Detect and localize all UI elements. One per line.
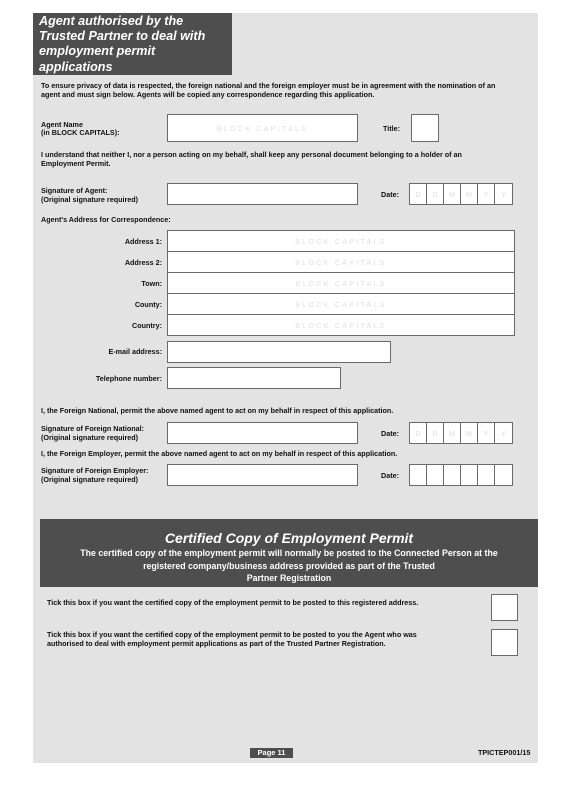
certified-copy-text: The certified copy of the employment permit will normally be posted to the Connected Person at the bbox=[80, 548, 498, 558]
phone-label: Telephone number: bbox=[95, 374, 162, 383]
agent-address-checkbox[interactable] bbox=[491, 629, 518, 656]
country-field[interactable] bbox=[167, 314, 515, 336]
foreign-national-date-field[interactable] bbox=[409, 422, 513, 444]
email-field[interactable] bbox=[167, 341, 391, 363]
date-cell: M bbox=[444, 184, 461, 204]
foreign-national-signature-sublabel: (Original signature required) bbox=[41, 433, 139, 442]
agent-name-placeholder: BLOCK CAPITALS bbox=[216, 123, 309, 133]
town-field[interactable] bbox=[167, 272, 515, 294]
intro-line: agent and must sign below. Agents will be copied any correspondence regarding this application. bbox=[41, 90, 375, 99]
date-cell: Y bbox=[501, 428, 506, 438]
form-reference: TPICTEP001/15 bbox=[478, 748, 531, 757]
address2-placeholder: BLOCK CAPITALS bbox=[295, 257, 387, 267]
address1-label: Address 1: bbox=[124, 237, 162, 246]
date-cell: M bbox=[444, 423, 461, 443]
foreign-national-date-label: Date: bbox=[381, 429, 399, 438]
foreign-employer-date-field[interactable] bbox=[409, 464, 513, 486]
undertaking-line: I understand that neither I, nor a person acting on my behalf, shall keep any personal document belonging to a holder of an bbox=[41, 150, 462, 159]
date-cell bbox=[444, 465, 461, 485]
agent-name-label: Agent Name bbox=[41, 120, 83, 129]
section-header-line: applications bbox=[39, 59, 113, 74]
county-placeholder: BLOCK CAPITALS bbox=[295, 299, 387, 309]
date-cell bbox=[495, 465, 512, 485]
county-field[interactable] bbox=[167, 293, 515, 315]
date-cell: D bbox=[410, 184, 427, 204]
county-label: County: bbox=[134, 300, 162, 309]
foreign-employer-signature-sublabel: (Original signature required) bbox=[41, 475, 139, 484]
date-cell: D bbox=[427, 423, 444, 443]
foreign-employer-permission: I, the Foreign Employer, permit the above named agent to act on my behalf in respect of this application. bbox=[41, 449, 398, 458]
town-label: Town: bbox=[141, 279, 162, 288]
agent-signature-label: Signature of Agent: bbox=[41, 186, 108, 195]
country-label: Country: bbox=[132, 321, 162, 330]
agent-name-field[interactable] bbox=[167, 114, 358, 142]
foreign-national-signature-field[interactable] bbox=[167, 422, 358, 444]
option-agent-text: Tick this box if you want the certified copy of the employment permit to be posted to you the Agent who was bbox=[47, 630, 417, 639]
title-field[interactable] bbox=[411, 114, 439, 142]
date-cell: Y bbox=[501, 189, 506, 199]
agent-name-sublabel: (in BLOCK CAPITALS): bbox=[41, 128, 120, 137]
address2-field[interactable] bbox=[167, 251, 515, 273]
foreign-employer-date-label: Date: bbox=[381, 471, 399, 480]
agent-date-label: Date: bbox=[381, 190, 399, 199]
certified-copy-title: Certified Copy of Employment Permit bbox=[164, 530, 414, 546]
undertaking-line: Employment Permit. bbox=[41, 159, 111, 168]
intro-line: To ensure privacy of data is respected, the foreign national and the foreign employer must be in agreement with the nomination of an bbox=[41, 81, 496, 90]
town-placeholder: BLOCK CAPITALS bbox=[295, 278, 387, 288]
address-heading: Agent's Address for Correspondence: bbox=[41, 215, 171, 224]
foreign-employer-signature-label: Signature of Foreign Employer: bbox=[41, 466, 149, 475]
date-cell: Y bbox=[478, 423, 495, 443]
foreign-national-signature-label: Signature of Foreign National: bbox=[41, 424, 145, 433]
date-cell: M bbox=[461, 423, 478, 443]
date-cell: Y bbox=[478, 184, 495, 204]
section-header-line: employment permit bbox=[39, 44, 156, 59]
agent-signature-field[interactable] bbox=[167, 183, 358, 205]
date-cell bbox=[410, 465, 427, 485]
address1-field[interactable] bbox=[167, 230, 515, 252]
section-header-line: Agent authorised by the bbox=[39, 14, 184, 28]
certified-copy-text: registered company/business address provided as part of the Trusted bbox=[143, 560, 435, 571]
certified-copy-banner bbox=[40, 519, 538, 587]
date-cell: D bbox=[427, 184, 444, 204]
address2-label: Address 2: bbox=[124, 258, 162, 267]
section-header bbox=[33, 13, 232, 75]
date-cell bbox=[478, 465, 495, 485]
title-label: Title: bbox=[383, 124, 401, 133]
date-cell: D bbox=[410, 423, 427, 443]
date-cell bbox=[461, 465, 478, 485]
country-placeholder: BLOCK CAPITALS bbox=[295, 320, 387, 330]
agent-signature-sublabel: (Original signature required) bbox=[41, 195, 139, 204]
date-cell: M bbox=[461, 184, 478, 204]
section-header-line: Trusted Partner to deal with bbox=[39, 29, 206, 44]
option-registered-address-text: Tick this box if you want the certified copy of the employment permit to be posted to this registered address. bbox=[47, 598, 419, 607]
option-agent-text: authorised to deal with employment permit applications as part of the Trusted Partner Registration. bbox=[47, 639, 386, 648]
agent-date-field[interactable] bbox=[409, 183, 513, 205]
email-label: E-mail address: bbox=[108, 347, 162, 356]
certified-copy-text: Partner Registration bbox=[246, 573, 332, 584]
phone-field[interactable] bbox=[167, 367, 341, 389]
address1-placeholder: BLOCK CAPITALS bbox=[295, 236, 387, 246]
foreign-national-permission: I, the Foreign National, permit the above named agent to act on my behalf in respect of this application. bbox=[41, 406, 394, 415]
date-cell bbox=[427, 465, 444, 485]
page-number: Page 11 bbox=[250, 748, 293, 758]
registered-address-checkbox[interactable] bbox=[491, 594, 518, 621]
foreign-employer-signature-field[interactable] bbox=[167, 464, 358, 486]
